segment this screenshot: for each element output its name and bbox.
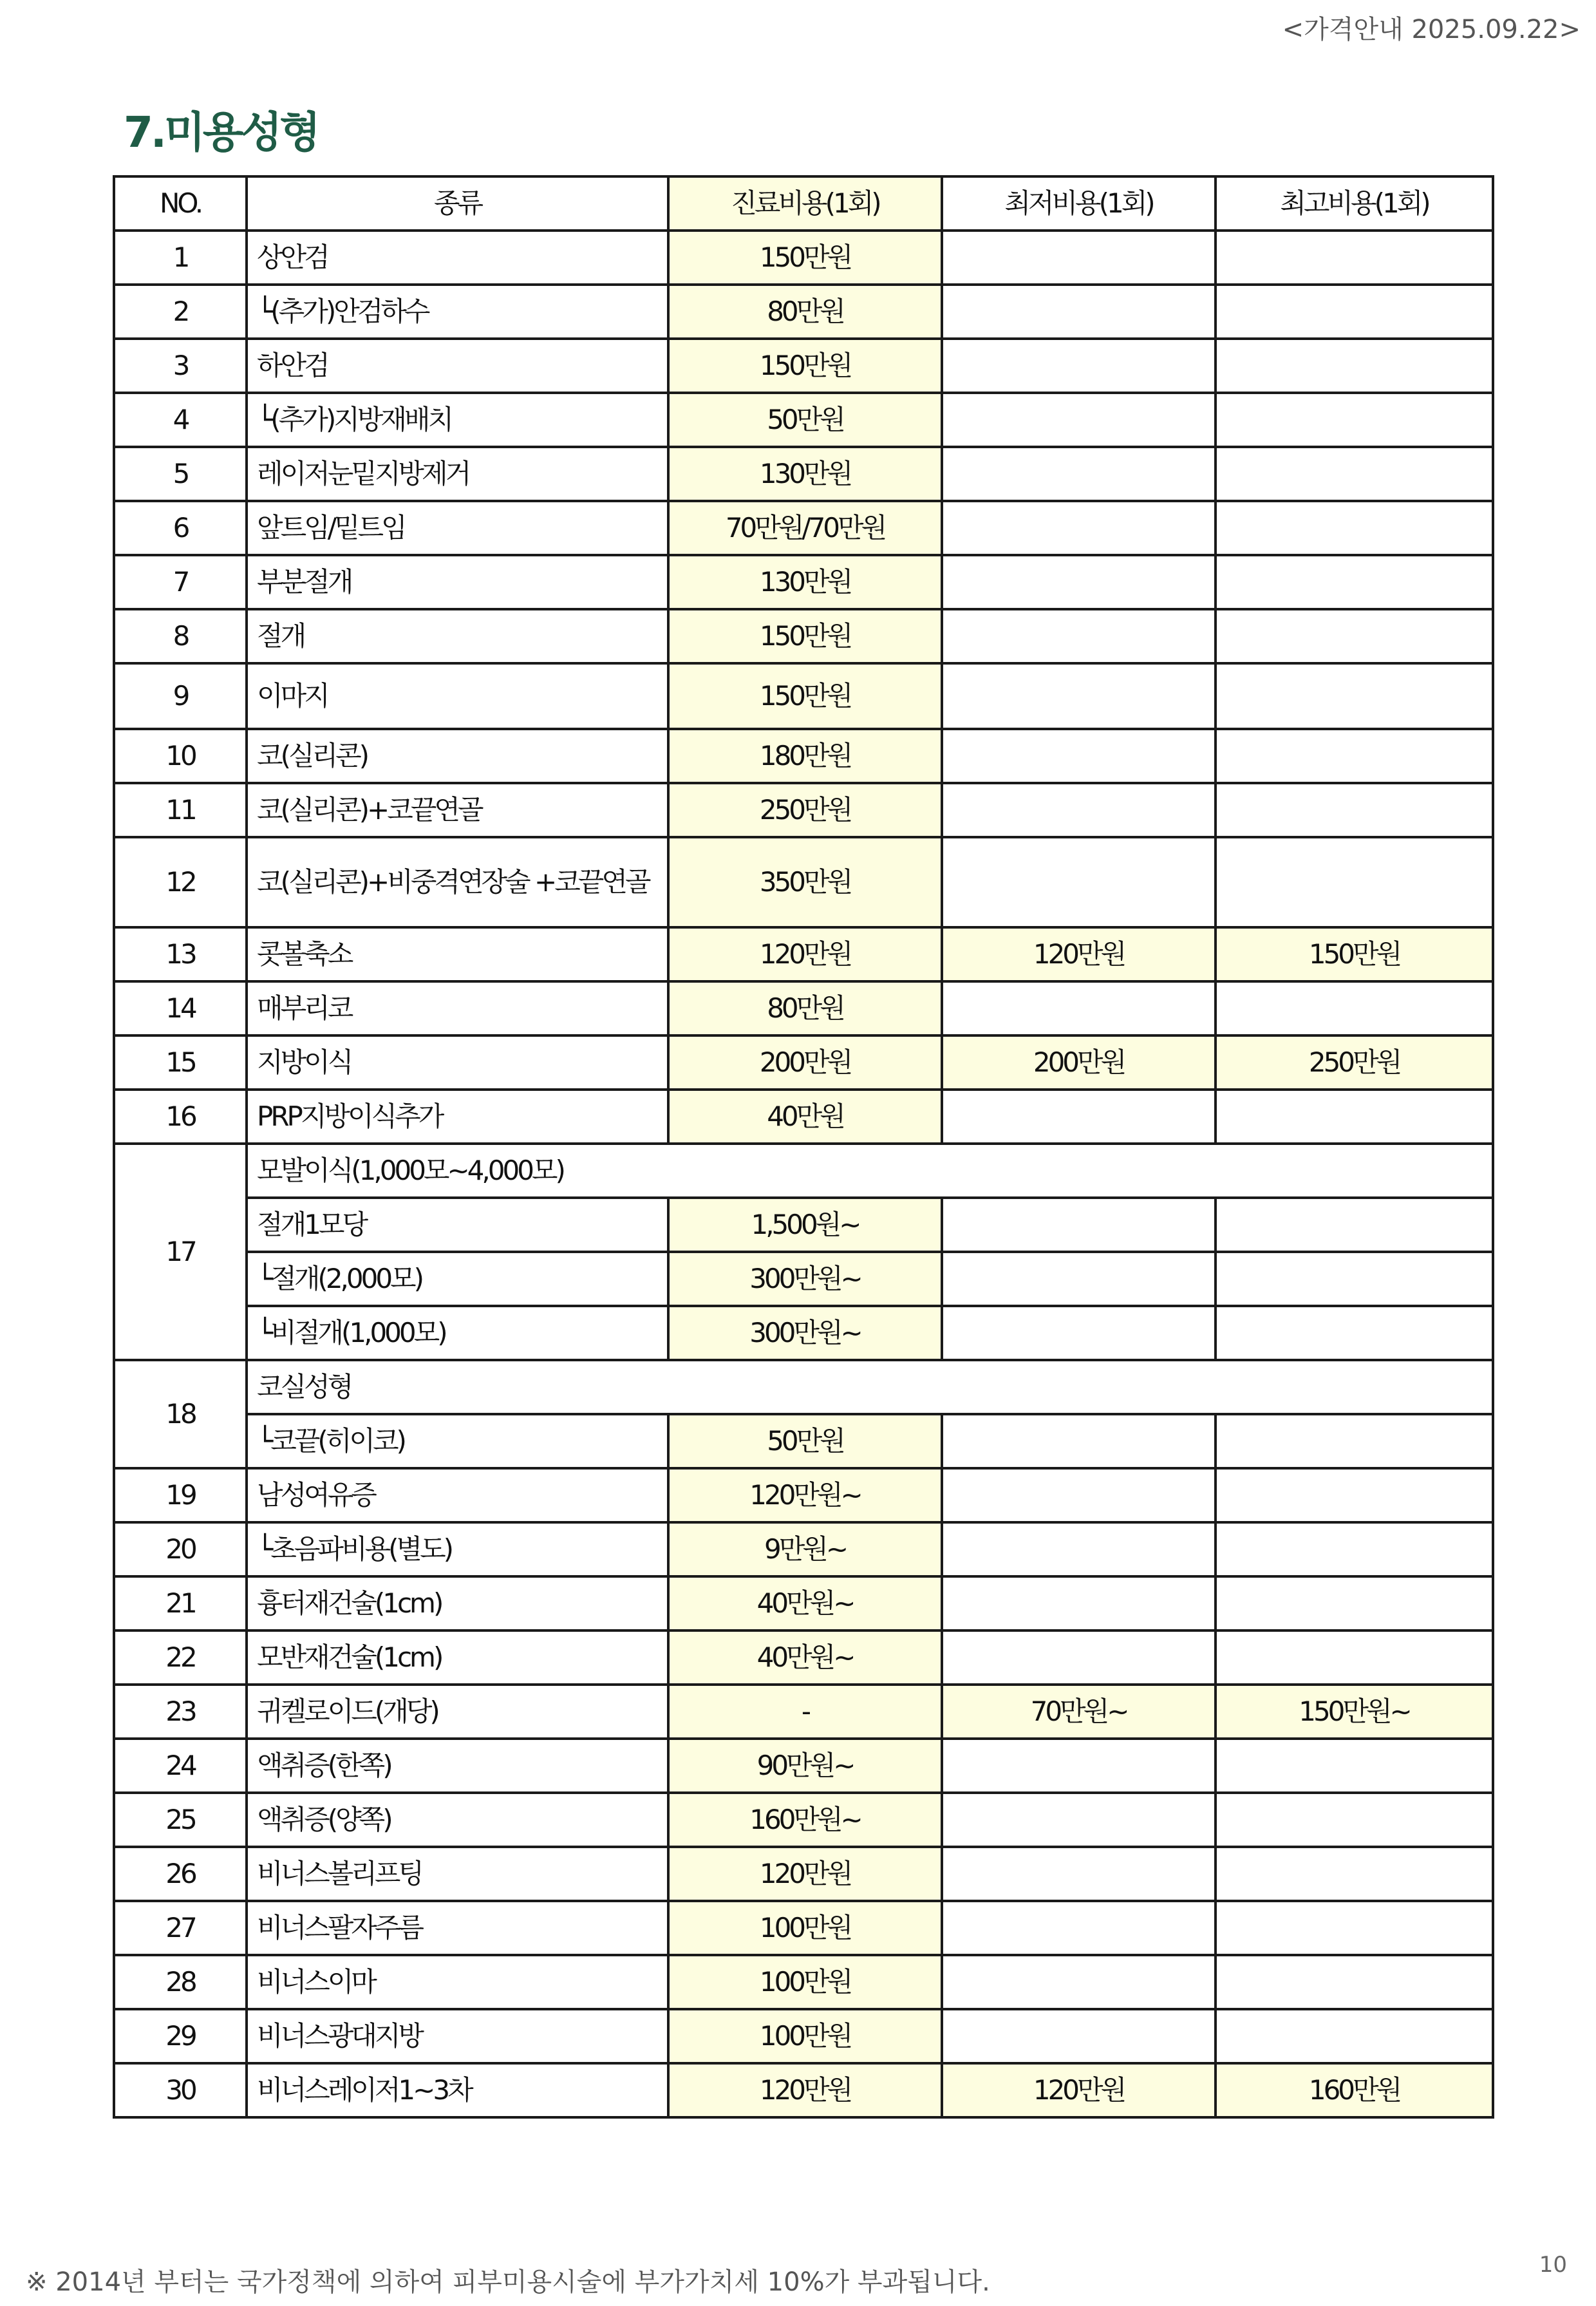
- treatment-price: 40만원~: [668, 1576, 942, 1630]
- table-row: [114, 1035, 1493, 1090]
- row-number: 4: [114, 393, 247, 447]
- table-row: [114, 837, 1493, 927]
- table-row: [114, 1414, 1493, 1468]
- max-price: [1216, 981, 1493, 1035]
- max-price: [1216, 729, 1493, 783]
- table-row: [114, 1306, 1493, 1360]
- min-price: [942, 1414, 1216, 1468]
- row-number: 22: [114, 1630, 247, 1685]
- procedure-name: PRP지방이식추가: [247, 1090, 668, 1144]
- row-number: 11: [114, 783, 247, 837]
- treatment-price: 50만원: [668, 393, 942, 447]
- max-price: [1216, 447, 1493, 501]
- column-header-price: 진료비용(1회): [668, 176, 942, 231]
- table-row: [114, 1576, 1493, 1630]
- max-price: [1216, 1468, 1493, 1522]
- table-row: [114, 339, 1493, 393]
- min-price: [942, 837, 1216, 927]
- min-price: [942, 1522, 1216, 1576]
- procedure-name: 부분절개: [247, 555, 668, 609]
- treatment-price: 350만원: [668, 837, 942, 927]
- procedure-name: 코(실리콘)+코끝연골: [247, 783, 668, 837]
- max-price: [1216, 1739, 1493, 1793]
- procedure-name: 흉터재건술(1cm): [247, 1576, 668, 1630]
- max-price: [1216, 1306, 1493, 1360]
- procedure-name: 액취증(한쪽): [247, 1739, 668, 1793]
- procedure-name: 남성여유증: [247, 1468, 668, 1522]
- row-number: 17: [114, 1144, 247, 1360]
- treatment-price: 120만원: [668, 1847, 942, 1901]
- procedure-name: └비절개(1,000모): [247, 1306, 668, 1360]
- procedure-name: 콧볼축소: [247, 927, 668, 981]
- min-price: [942, 555, 1216, 609]
- procedure-name: 비너스팔자주름: [247, 1901, 668, 1955]
- treatment-price: -: [668, 1685, 942, 1739]
- max-price: 150만원: [1216, 927, 1493, 981]
- min-price: [942, 1901, 1216, 1955]
- max-price: [1216, 1252, 1493, 1306]
- treatment-price: 150만원: [668, 663, 942, 729]
- treatment-price: 130만원: [668, 447, 942, 501]
- table-body: [114, 231, 1493, 2117]
- table-row: [114, 783, 1493, 837]
- treatment-price: 80만원: [668, 981, 942, 1035]
- treatment-price: 200만원: [668, 1035, 942, 1090]
- procedure-name: └코끝(히이코): [247, 1414, 668, 1468]
- min-price: 200만원: [942, 1035, 1216, 1090]
- max-price: [1216, 1198, 1493, 1252]
- min-price: [942, 609, 1216, 663]
- row-number: 30: [114, 2063, 247, 2117]
- group-title: 모발이식(1,000모~4,000모): [247, 1144, 1493, 1198]
- table-row: [114, 1522, 1493, 1576]
- treatment-price: 180만원: [668, 729, 942, 783]
- procedure-name: 지방이식: [247, 1035, 668, 1090]
- min-price: [942, 231, 1216, 285]
- procedure-name: └절개(2,000모): [247, 1252, 668, 1306]
- max-price: 160만원: [1216, 2063, 1493, 2117]
- treatment-price: 80만원: [668, 285, 942, 339]
- section-title: 7.미용성형: [124, 108, 319, 157]
- treatment-price: 90만원~: [668, 1739, 942, 1793]
- max-price: [1216, 501, 1493, 555]
- row-number: 12: [114, 837, 247, 927]
- min-price: [942, 1576, 1216, 1630]
- max-price: [1216, 837, 1493, 927]
- max-price: [1216, 393, 1493, 447]
- treatment-price: 9만원~: [668, 1522, 942, 1576]
- treatment-price: 300만원~: [668, 1252, 942, 1306]
- max-price: [1216, 1090, 1493, 1144]
- treatment-price: 40만원~: [668, 1630, 942, 1685]
- max-price: [1216, 339, 1493, 393]
- procedure-name: 상안검: [247, 231, 668, 285]
- treatment-price: 50만원: [668, 1414, 942, 1468]
- column-header-min: 최저비용(1회): [942, 176, 1216, 231]
- table-row: [114, 1955, 1493, 2009]
- row-number: 25: [114, 1793, 247, 1847]
- price-notice-date: <가격안내 2025.09.22>: [1282, 15, 1581, 44]
- treatment-price: 120만원: [668, 2063, 942, 2117]
- row-number: 5: [114, 447, 247, 501]
- table-row: [114, 1901, 1493, 1955]
- min-price: [942, 393, 1216, 447]
- max-price: [1216, 663, 1493, 729]
- price-table: [113, 175, 1494, 2119]
- min-price: [942, 663, 1216, 729]
- max-price: 250만원: [1216, 1035, 1493, 1090]
- procedure-name: 비너스이마: [247, 1955, 668, 2009]
- procedure-name: 앞트임/밑트임: [247, 501, 668, 555]
- table-row: [114, 1090, 1493, 1144]
- table-row: [114, 1468, 1493, 1522]
- table-header-row: [114, 176, 1493, 231]
- table-row: [114, 981, 1493, 1035]
- min-price: [942, 1793, 1216, 1847]
- procedure-name: 매부리코: [247, 981, 668, 1035]
- row-number: 24: [114, 1739, 247, 1793]
- procedure-name: 모반재건술(1cm): [247, 1630, 668, 1685]
- table-row: [114, 1685, 1493, 1739]
- column-header-no: NO.: [114, 176, 247, 231]
- procedure-name: 절개: [247, 609, 668, 663]
- min-price: 120만원: [942, 927, 1216, 981]
- treatment-price: 120만원: [668, 927, 942, 981]
- procedure-name: 코(실리콘)+비중격연장술 +코끝연골: [247, 837, 668, 927]
- table-row: [114, 663, 1493, 729]
- treatment-price: 100만원: [668, 1901, 942, 1955]
- min-price: [942, 1468, 1216, 1522]
- treatment-price: 150만원: [668, 339, 942, 393]
- table-row: [114, 1847, 1493, 1901]
- row-number: 29: [114, 2009, 247, 2063]
- min-price: [942, 285, 1216, 339]
- table-row: [114, 1793, 1493, 1847]
- row-number: 13: [114, 927, 247, 981]
- group-title: 코실성형: [247, 1360, 1493, 1414]
- min-price: [942, 981, 1216, 1035]
- max-price: [1216, 1793, 1493, 1847]
- procedure-name: 비너스광대지방: [247, 2009, 668, 2063]
- treatment-price: 130만원: [668, 555, 942, 609]
- max-price: [1216, 1414, 1493, 1468]
- row-number: 28: [114, 1955, 247, 2009]
- min-price: [942, 1739, 1216, 1793]
- min-price: [942, 1252, 1216, 1306]
- table-row: [114, 393, 1493, 447]
- table-row: [114, 2009, 1493, 2063]
- min-price: [942, 1198, 1216, 1252]
- min-price: [942, 1306, 1216, 1360]
- min-price: [942, 1630, 1216, 1685]
- min-price: [942, 501, 1216, 555]
- procedure-name: 하안검: [247, 339, 668, 393]
- table-row: [114, 501, 1493, 555]
- procedure-name: └(추가)지방재배치: [247, 393, 668, 447]
- max-price: [1216, 1630, 1493, 1685]
- max-price: [1216, 231, 1493, 285]
- max-price: [1216, 783, 1493, 837]
- max-price: [1216, 1522, 1493, 1576]
- min-price: [942, 2009, 1216, 2063]
- table-row: [114, 1252, 1493, 1306]
- table-row: [114, 1198, 1493, 1252]
- treatment-price: 150만원: [668, 231, 942, 285]
- max-price: [1216, 609, 1493, 663]
- min-price: [942, 1955, 1216, 2009]
- row-number: 10: [114, 729, 247, 783]
- max-price: [1216, 2009, 1493, 2063]
- row-number: 23: [114, 1685, 247, 1739]
- treatment-price: 100만원: [668, 2009, 942, 2063]
- row-number: 18: [114, 1360, 247, 1468]
- min-price: 70만원~: [942, 1685, 1216, 1739]
- procedure-name: 절개1모당: [247, 1198, 668, 1252]
- row-number: 19: [114, 1468, 247, 1522]
- procedure-name: └(추가)안검하수: [247, 285, 668, 339]
- group-title-row: [114, 1360, 1493, 1414]
- procedure-name: 비너스레이저1~3차: [247, 2063, 668, 2117]
- table-row: [114, 555, 1493, 609]
- column-header-type: 종류: [247, 176, 668, 231]
- row-number: 21: [114, 1576, 247, 1630]
- table-row: [114, 1630, 1493, 1685]
- table-row: [114, 927, 1493, 981]
- table-row: [114, 1739, 1493, 1793]
- vat-footnote: ※ 2014년 부터는 국가정책에 의하여 피부미용시술에 부가가치세 10%가 부과됩니다.: [26, 2267, 990, 2297]
- procedure-name: 코(실리콘): [247, 729, 668, 783]
- treatment-price: 300만원~: [668, 1306, 942, 1360]
- row-number: 2: [114, 285, 247, 339]
- max-price: [1216, 1955, 1493, 2009]
- min-price: [942, 1090, 1216, 1144]
- row-number: 9: [114, 663, 247, 729]
- min-price: [942, 447, 1216, 501]
- row-number: 27: [114, 1901, 247, 1955]
- row-number: 7: [114, 555, 247, 609]
- row-number: 20: [114, 1522, 247, 1576]
- min-price: [942, 783, 1216, 837]
- table-row: [114, 285, 1493, 339]
- treatment-price: 120만원~: [668, 1468, 942, 1522]
- treatment-price: 70만원/70만원: [668, 501, 942, 555]
- row-number: 6: [114, 501, 247, 555]
- min-price: [942, 729, 1216, 783]
- min-price: [942, 1847, 1216, 1901]
- row-number: 14: [114, 981, 247, 1035]
- min-price: 120만원: [942, 2063, 1216, 2117]
- treatment-price: 1,500원~: [668, 1198, 942, 1252]
- procedure-name: 레이저눈밑지방제거: [247, 447, 668, 501]
- row-number: 26: [114, 1847, 247, 1901]
- table-row: [114, 609, 1493, 663]
- max-price: [1216, 285, 1493, 339]
- table-row: [114, 447, 1493, 501]
- table-row: [114, 2063, 1493, 2117]
- max-price: [1216, 1847, 1493, 1901]
- row-number: 1: [114, 231, 247, 285]
- min-price: [942, 339, 1216, 393]
- procedure-name: 액취증(양쪽): [247, 1793, 668, 1847]
- max-price: [1216, 1576, 1493, 1630]
- procedure-name: 비너스볼리프팅: [247, 1847, 668, 1901]
- max-price: [1216, 555, 1493, 609]
- row-number: 16: [114, 1090, 247, 1144]
- row-number: 15: [114, 1035, 247, 1090]
- treatment-price: 40만원: [668, 1090, 942, 1144]
- group-title-row: [114, 1144, 1493, 1198]
- procedure-name: 이마지: [247, 663, 668, 729]
- treatment-price: 150만원: [668, 609, 942, 663]
- column-header-max: 최고비용(1회): [1216, 176, 1493, 231]
- max-price: 150만원~: [1216, 1685, 1493, 1739]
- page-number: 10: [1539, 2252, 1567, 2278]
- procedure-name: └초음파비용(별도): [247, 1522, 668, 1576]
- max-price: [1216, 1901, 1493, 1955]
- treatment-price: 100만원: [668, 1955, 942, 2009]
- table-row: [114, 729, 1493, 783]
- treatment-price: 160만원~: [668, 1793, 942, 1847]
- row-number: 3: [114, 339, 247, 393]
- treatment-price: 250만원: [668, 783, 942, 837]
- table-row: [114, 231, 1493, 285]
- procedure-name: 귀켈로이드(개당): [247, 1685, 668, 1739]
- row-number: 8: [114, 609, 247, 663]
